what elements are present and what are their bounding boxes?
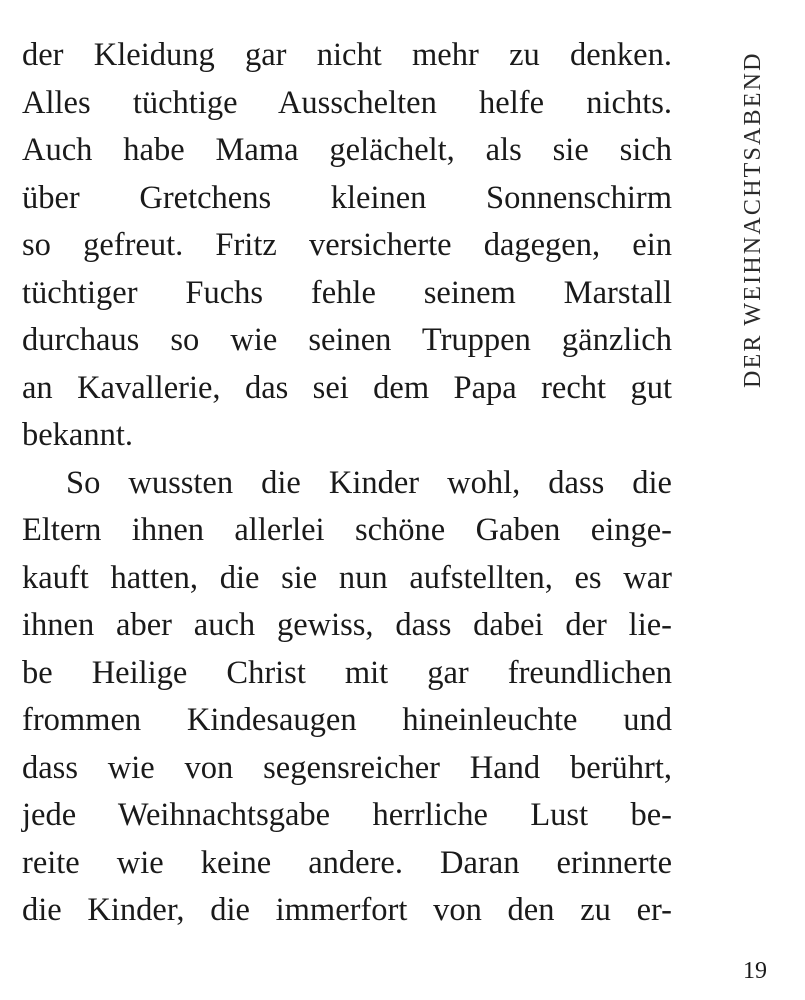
text-line: bekannt. xyxy=(22,417,134,453)
text-line: jede Weihnachtsgabe herrliche Lust be- xyxy=(22,797,672,833)
text-line: ihnen aber auch gewiss, dass dabei der lie- xyxy=(22,607,672,643)
text-line: So wussten die Kinder wohl, dass die xyxy=(66,464,672,501)
body-text xyxy=(22,32,672,935)
running-head: DER WEIHNACHTSABEND xyxy=(740,51,766,388)
text-line: der Kleidung gar nicht mehr zu denken. xyxy=(22,37,672,73)
text-line: durchaus so wie seinen Truppen gänzlich xyxy=(22,322,672,358)
text-line: über Gretchens kleinen Sonnenschirm xyxy=(22,179,672,216)
text-line: Alles tüchtige Ausschelten helfe nichts. xyxy=(22,84,672,121)
text-line: an Kavallerie, das sei dem Papa recht gut xyxy=(22,369,672,406)
text-line: so gefreut. Fritz versicherte dagegen, ein xyxy=(22,227,672,263)
text-line: be Heilige Christ mit gar freundlichen xyxy=(22,654,672,691)
text-line: dass wie von segensreicher Hand berührt, xyxy=(22,749,672,786)
text-line: tüchtiger Fuchs fehle seinem Marstall xyxy=(22,274,672,311)
text-line: frommen Kindesaugen hineinleuchte und xyxy=(22,702,672,738)
text-line: die Kinder, die immerfort von den zu er- xyxy=(22,892,672,928)
text-line: kauft hatten, die sie nun aufstellten, es war xyxy=(22,559,672,596)
text-line: Eltern ihnen allerlei schöne Gaben einge- xyxy=(22,512,672,548)
text-line: reite wie keine andere. Daran erinnerte xyxy=(22,844,672,881)
text-line: Auch habe Mama gelächelt, als sie sich xyxy=(22,132,672,168)
page-number: 19 xyxy=(743,958,767,984)
